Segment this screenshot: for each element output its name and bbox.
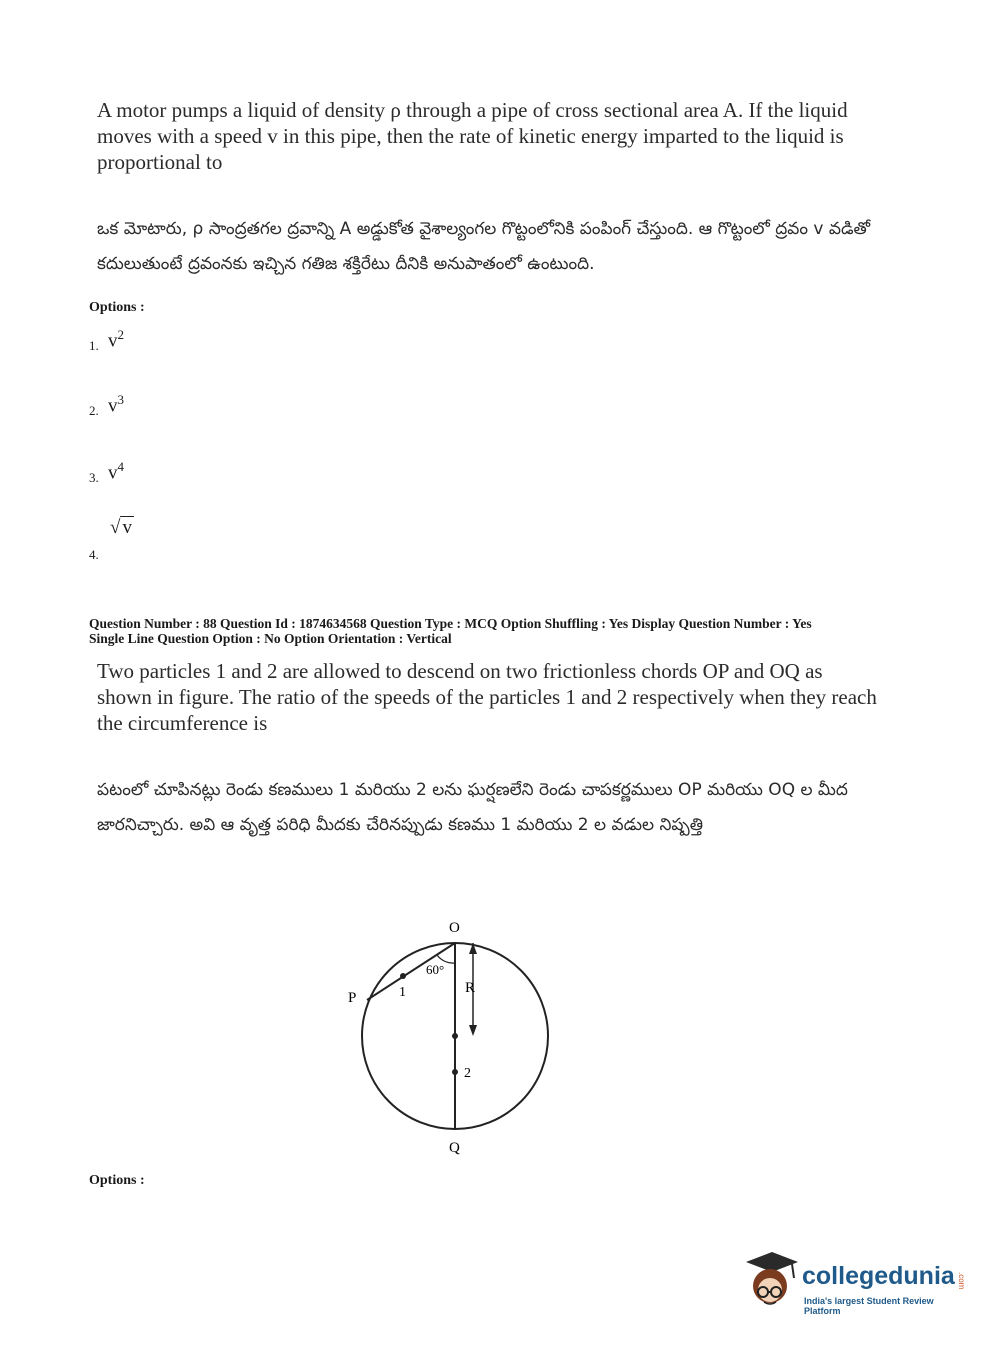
label-Q: Q: [449, 1140, 460, 1156]
option-3-exponent: 4: [117, 459, 124, 474]
option-1-exponent: 2: [117, 327, 124, 342]
question-2-telugu: పటంలో చూపినట్లు రెండు కణములు 1 మరియు 2 లను ఘర్షణలేని రెండు చాపకర్ణములు OP మరియు OQ ల మీద జారనిచ్చారు. అవి ఆ వృత్త పరిధి మీదకు చేరినప్పుడు కణము 1 మరియు 2 ల వడుల నిష్పత్తి: [97, 780, 848, 835]
option-1-number: 1.: [89, 338, 99, 353]
option-1-base: v: [108, 330, 118, 352]
particle-2-dot: [452, 1069, 458, 1075]
option-2-base: v: [108, 395, 118, 417]
brand-tagline: India's largest Student Review Platform: [804, 1296, 934, 1316]
radius-arrow-down-head: [469, 1025, 477, 1036]
mascot-icon: [742, 1250, 802, 1314]
question-meta: [89, 616, 909, 646]
particle-1-dot: [400, 973, 406, 979]
sqrt-symbol: √: [110, 517, 121, 538]
question-1-telugu: ఒక మోటారు, ρ సాంద్రతగల ద్రవాన్ని A అడ్డుకోత వైశాల్యంగల గొట్టంలోనికి పంపింగ్ చేస్తుంది. ఆ గొట్టంలో ద్రవం v వడితో కదులుతుంటే ద్రవంనకు ఇచ్చిన గతిజ శక్తిరేటు దీనికి అనుపాతంలో ఉంటుంది.: [97, 219, 871, 274]
label-1: 1: [399, 985, 406, 1000]
option-2-exponent: 3: [117, 392, 124, 407]
label-P: P: [348, 990, 357, 1006]
question-meta-line-1: Question Number : 88 Question Id : 1874634568 Question Type : MCQ Option Shuffling : Yes Display Question Number : Yes: [89, 616, 812, 631]
option-4-radicand: v: [122, 517, 132, 538]
option-2-number: 2.: [89, 403, 99, 418]
option-2-value[interactable]: [108, 392, 124, 417]
circle-figure: [330, 910, 570, 1160]
option-4-value[interactable]: [110, 517, 134, 539]
option-1-value[interactable]: [108, 327, 124, 352]
option-3-number: 3.: [89, 470, 99, 485]
question-2-english: Two particles 1 and 2 are allowed to descend on two frictionless chords OP and OQ as shown in figure. The ratio of the speeds of the particles 1 and 2 respectively when they reach the circumference is: [97, 659, 877, 735]
center-dot: [452, 1033, 458, 1039]
brand-dotcom: .com: [957, 1272, 966, 1290]
collegedunia-logo: [742, 1250, 972, 1314]
question-1-english: A motor pumps a liquid of density ρ through a pipe of cross sectional area A. If the liquid moves with a speed v in this pipe, then the rate of kinetic energy imparted to the liquid is proportional to: [97, 98, 848, 174]
option-4-number: 4.: [89, 547, 99, 562]
label-2: 2: [464, 1066, 471, 1081]
option-3-base: v: [108, 462, 118, 484]
brand-name: collegedunia: [802, 1262, 955, 1290]
question-meta-line-2: Single Line Question Option : No Option Orientation : Vertical: [89, 631, 452, 646]
label-O: O: [449, 920, 460, 936]
options-label: Options :: [89, 300, 145, 315]
label-angle: 60°: [426, 962, 445, 977]
option-3-value[interactable]: [108, 459, 124, 484]
options-label-2: Options :: [89, 1173, 145, 1188]
label-R: R: [465, 980, 476, 996]
